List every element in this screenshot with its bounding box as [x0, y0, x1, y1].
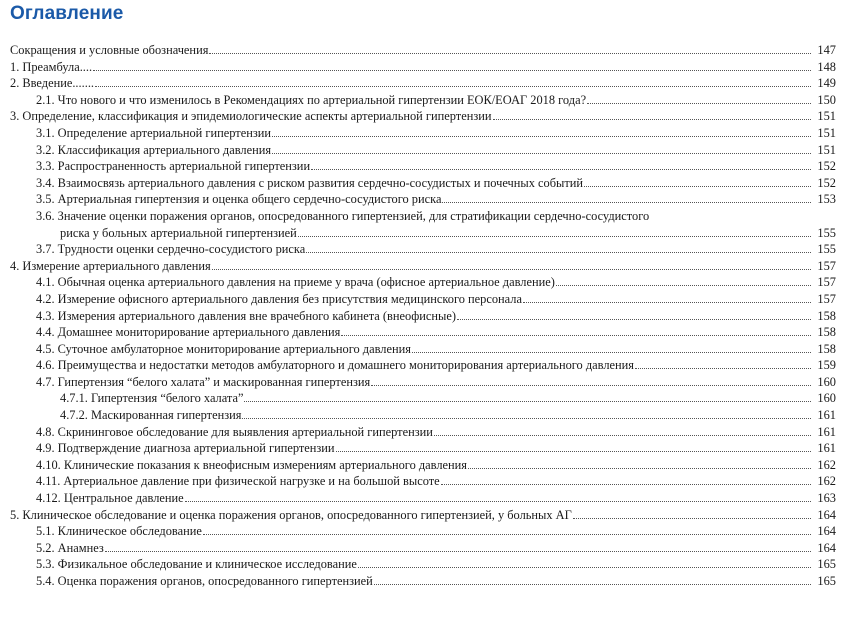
toc-entry-title: 4.2. Измерение офисного артериального давления без присутствия медицинского персонала — [36, 291, 522, 306]
toc-entry-title: 2. Введение....... — [10, 76, 95, 91]
toc-entry-title: 3. Определение, классификация и эпидемиологические аспекты артериальной гипертензии — [10, 109, 492, 124]
toc-entry-title: 5.1. Клиническое обследование — [36, 524, 202, 539]
toc-entry-title: 4.10. Клинические показания к внеофисным измерениям артериального давления — [36, 457, 467, 472]
leader-dots — [371, 374, 811, 386]
toc-entry[interactable] — [0, 241, 860, 258]
leader-dots — [493, 108, 812, 120]
toc-entry-page: 155 — [817, 225, 836, 240]
toc-entry[interactable] — [0, 540, 860, 557]
toc-entry-page: 164 — [817, 540, 836, 555]
toc-entry-title: Сокращения и условные обозначения — [10, 43, 209, 57]
toc-entry[interactable] — [0, 92, 860, 109]
leader-dots — [441, 473, 811, 485]
leader-dots — [434, 424, 811, 436]
toc-entry-title: 3.6. Значение оценки поражения органов, опосредованного гипертензией, для стратификации сердечно-сосудистого — [36, 208, 650, 223]
toc-entry-page: 152 — [817, 175, 836, 190]
toc-entry-page: 157 — [817, 275, 836, 290]
toc-entry-title: 4.5. Суточное амбулаторное мониторирование артериального давления — [36, 341, 411, 356]
leader-dots — [635, 357, 811, 369]
toc-entry-page: 161 — [817, 441, 836, 456]
leader-dots — [209, 42, 811, 54]
toc-entry-title: 3.5. Артериальная гипертензия и оценка общего сердечно-сосудистого риска — [36, 192, 442, 207]
toc-entry[interactable] — [0, 407, 860, 424]
toc-entry-page: 148 — [817, 59, 836, 74]
toc-entry-title: 4.12. Центральное давление — [36, 491, 184, 506]
leader-dots — [212, 258, 811, 270]
toc-entry-title: 5.4. Оценка поражения органов, опосредованного гипертензией — [36, 574, 373, 588]
toc-entry-page: 159 — [817, 358, 836, 373]
table-of-contents — [0, 42, 860, 590]
toc-entry-page: 158 — [817, 341, 836, 356]
leader-dots — [242, 407, 811, 419]
leader-dots — [468, 457, 811, 469]
toc-entry-title: 5.2. Анамнез — [36, 540, 104, 555]
leader-dots — [523, 291, 811, 303]
toc-entry-title: 3.3. Распространенность артериальной гипертензии — [36, 159, 311, 174]
toc-entry[interactable] — [0, 158, 860, 175]
toc-entry[interactable] — [0, 142, 860, 159]
toc-entry[interactable] — [0, 374, 860, 391]
toc-entry[interactable] — [0, 59, 860, 76]
leader-dots — [203, 523, 811, 535]
toc-entry[interactable] — [0, 208, 860, 225]
toc-entry-page: 151 — [817, 142, 836, 157]
leader-dots — [556, 274, 811, 286]
toc-entry-page: 163 — [817, 491, 836, 506]
leader-dots — [374, 573, 811, 585]
toc-entry-title: 4.7.2. Маскированная гипертензия — [60, 408, 242, 423]
toc-entry-title: 4.7.1. Гипертензия “белого халата” — [60, 391, 244, 406]
toc-entry-title: 4. Измерение артериального давления — [10, 258, 211, 273]
toc-entry-page: 161 — [817, 408, 836, 423]
leader-dots — [311, 158, 811, 170]
toc-entry[interactable] — [0, 175, 860, 192]
toc-entry-title: 4.11. Артериальное давление при физической нагрузке и на большой высоте — [36, 474, 440, 489]
leader-dots — [584, 175, 811, 187]
leader-dots — [306, 241, 811, 253]
toc-entry-page: 152 — [817, 159, 836, 174]
toc-entry[interactable] — [0, 473, 860, 490]
leader-dots — [272, 142, 811, 154]
leader-dots — [457, 308, 811, 320]
toc-entry[interactable] — [0, 291, 860, 308]
leader-dots — [336, 440, 811, 452]
leader-dots — [573, 507, 811, 519]
toc-entry-page: 160 — [817, 374, 836, 389]
toc-entry[interactable] — [0, 341, 860, 358]
toc-entry[interactable] — [0, 457, 860, 474]
toc-entry-page: 147 — [817, 43, 836, 57]
toc-entry[interactable] — [0, 191, 860, 208]
toc-entry-title: 3.7. Трудности оценки сердечно-сосудистого риска — [36, 242, 306, 257]
toc-entry[interactable] — [0, 507, 860, 524]
toc-entry-title: 4.6. Преимущества и недостатки методов амбулаторного и домашнего мониторирования артериального давления — [36, 358, 634, 373]
toc-entry[interactable] — [0, 75, 860, 92]
toc-entry[interactable] — [0, 258, 860, 275]
toc-entry[interactable] — [0, 556, 860, 573]
toc-entry[interactable] — [0, 274, 860, 291]
toc-entry-page: 155 — [817, 242, 836, 257]
toc-entry-page: 157 — [817, 258, 836, 273]
toc-entry-page: 164 — [817, 524, 836, 539]
toc-entry-title: 4.8. Скрининговое обследование для выявления артериальной гипертензии — [36, 424, 433, 439]
toc-entry[interactable] — [0, 523, 860, 540]
toc-entry-title: 5.3. Физикальное обследование и клиническое исследование — [36, 557, 357, 572]
toc-entry-title: 2.1. Что нового и что изменилось в Рекомендациях по артериальной гипертензии ЕОК/ЕОАГ 2018 года? — [36, 92, 587, 107]
toc-entry-title: 3.2. Классификация артериального давления — [36, 142, 272, 157]
toc-entry-page: 150 — [817, 92, 836, 107]
leader-dots — [93, 59, 811, 71]
leader-dots — [341, 324, 811, 336]
toc-entry[interactable] — [0, 108, 860, 125]
toc-entry-title: 5. Клиническое обследование и оценка поражения органов, опосредованного гипертензией, у больных АГ — [10, 507, 572, 522]
toc-entry[interactable] — [0, 324, 860, 341]
leader-dots — [95, 75, 811, 87]
toc-entry-title: 4.4. Домашнее мониторирование артериального давления — [36, 325, 341, 340]
toc-entry-continuation[interactable] — [0, 225, 860, 242]
toc-entry[interactable] — [0, 357, 860, 374]
toc-entry-page: 164 — [817, 507, 836, 522]
leader-dots — [185, 490, 811, 502]
leader-dots — [272, 125, 811, 137]
toc-entry-title: 4.3. Измерения артериального давления вне врачебного кабинета (внеофисные) — [36, 308, 456, 323]
toc-entry[interactable] — [0, 308, 860, 325]
toc-entry[interactable] — [0, 42, 860, 59]
toc-entry-page: 157 — [817, 291, 836, 306]
toc-entry-page: 158 — [817, 308, 836, 323]
toc-entry-page: 162 — [817, 474, 836, 489]
toc-entry-title: 4.1. Обычная оценка артериального давления на приеме у врача (офисное артериальное давление) — [36, 275, 555, 290]
toc-entry[interactable] — [0, 573, 860, 590]
toc-entry-page: 151 — [817, 109, 836, 124]
toc-entry[interactable] — [0, 440, 860, 457]
toc-entry-page: 162 — [817, 457, 836, 472]
toc-entry-title: 1. Преамбула.... — [10, 59, 93, 74]
toc-entry-page: 160 — [817, 391, 836, 406]
toc-entry[interactable] — [0, 490, 860, 507]
toc-entry-page: 165 — [817, 557, 836, 572]
page-title: Оглавление — [10, 3, 124, 24]
toc-entry-title: 3.4. Взаимосвязь артериального давления с риском развития сердечно-сосудистых и почечных событий — [36, 175, 584, 190]
toc-entry[interactable] — [0, 390, 860, 407]
toc-entry-title: риска у больных артериальной гипертензией — [60, 225, 297, 240]
leader-dots — [412, 341, 811, 353]
toc-entry-page: 151 — [817, 125, 836, 140]
toc-entry-page: 149 — [817, 76, 836, 91]
toc-entry-title: 4.7. Гипертензия “белого халата” и маскированная гипертензия — [36, 374, 371, 389]
leader-dots — [244, 390, 811, 402]
toc-entry-page: 161 — [817, 424, 836, 439]
leader-dots — [587, 92, 811, 104]
leader-dots — [442, 191, 811, 203]
toc-entry-page: 153 — [817, 192, 836, 207]
leader-dots — [298, 225, 811, 237]
toc-entry-page: 158 — [817, 325, 836, 340]
leader-dots — [358, 556, 811, 568]
toc-entry[interactable] — [0, 125, 860, 142]
toc-entry-page: 165 — [817, 574, 836, 588]
toc-entry-title: 3.1. Определение артериальной гипертензии — [36, 125, 271, 140]
leader-dots — [105, 540, 811, 552]
toc-entry-title: 4.9. Подтверждение диагноза артериальной гипертензии — [36, 441, 335, 456]
toc-entry[interactable] — [0, 424, 860, 441]
